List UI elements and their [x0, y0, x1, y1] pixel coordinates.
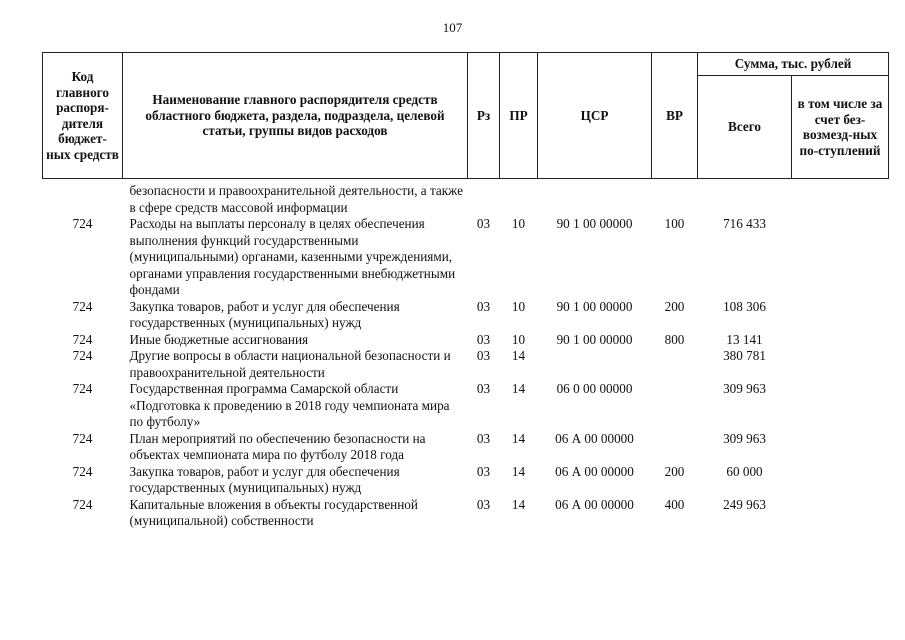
- cell-pr: 10: [511, 331, 526, 347]
- header-sum: Сумма, тыс. рублей: [698, 53, 889, 76]
- cell-vr: [652, 348, 698, 381]
- cell-code: 724: [72, 463, 93, 479]
- cell-code: 724: [72, 216, 93, 231]
- cell-name: Другие вопросы в области национальной безопасности и правоохранительной деятельности: [129, 348, 451, 380]
- cell-pr: 14: [511, 463, 526, 479]
- cell-total: 60 000: [726, 463, 763, 479]
- table-row: [43, 431, 889, 464]
- cell-gratuitous: [792, 497, 889, 530]
- cell-code: 724: [72, 381, 93, 396]
- cell-rz: 03: [476, 348, 491, 363]
- cell-vr: [652, 431, 698, 464]
- header-rz: Рз: [468, 53, 500, 179]
- cell-rz: 03: [476, 463, 491, 479]
- cell-pr: 10: [511, 216, 526, 231]
- cell-vr: 100: [664, 216, 685, 231]
- table-row: [43, 299, 889, 332]
- cell-code: 724: [72, 298, 93, 314]
- cell-name: безопасности и правоохранительной деятельности, а также в сфере средств массовой информации: [129, 183, 463, 215]
- cell-name: Иные бюджетные ассигнования: [129, 331, 309, 347]
- header-total: Всего: [698, 76, 792, 179]
- cell-vr: 200: [664, 463, 685, 479]
- cell-rz: 03: [476, 298, 491, 314]
- cell-code: 724: [72, 348, 93, 363]
- cell-csr: 06 А 00 00000: [555, 463, 634, 479]
- cell-csr: 90 1 00 00000: [556, 298, 633, 314]
- cell-gratuitous: [792, 299, 889, 332]
- cell-total: [698, 183, 792, 216]
- cell-pr: 10: [511, 298, 526, 314]
- cell-name: Расходы на выплаты персоналу в целях обеспечения выполнения функций государственными (муниципальными) органами, казенными учреждениями, органами управления государственными внебюджетными фондами: [129, 216, 456, 297]
- table-row: [43, 381, 889, 431]
- cell-rz: 03: [476, 331, 491, 347]
- cell-vr: 400: [664, 496, 685, 512]
- cell-total: 380 781: [723, 348, 766, 363]
- table-header: [43, 53, 889, 179]
- cell-vr: 800: [664, 331, 685, 347]
- table-row: [43, 497, 889, 530]
- cell-rz: 03: [476, 381, 491, 396]
- cell-csr: 06 А 00 00000: [555, 430, 634, 446]
- cell-total: 13 141: [726, 331, 763, 347]
- cell-name: План мероприятий по обеспечению безопасности на объектах чемпионата мира по футболу 2018 года: [129, 430, 426, 462]
- cell-code: 724: [72, 496, 93, 512]
- cell-pr: [500, 183, 538, 216]
- cell-rz: 03: [476, 496, 491, 512]
- cell-csr: 90 1 00 00000: [556, 331, 633, 347]
- cell-name: Закупка товаров, работ и услуг для обеспечения государственных (муниципальных) нужд: [129, 463, 400, 495]
- cell-total: 309 963: [723, 381, 766, 396]
- cell-vr: 200: [664, 298, 685, 314]
- cell-gratuitous: [792, 431, 889, 464]
- cell-code: 724: [72, 331, 93, 347]
- cell-total: 716 433: [723, 216, 766, 231]
- cell-vr: [652, 183, 698, 216]
- header-name: Наименование главного распорядителя средств областного бюджета, раздела, подраздела, целевой статьи, группы видов расходов: [123, 53, 468, 179]
- cell-csr: 06 0 00 00000: [556, 381, 633, 396]
- cell-pr: 14: [511, 496, 526, 512]
- cell-gratuitous: [792, 332, 889, 349]
- cell-gratuitous: [792, 348, 889, 381]
- cell-csr: 90 1 00 00000: [556, 216, 633, 231]
- cell-name: Государственная программа Самарской области «Подготовка к проведению в 2018 году чемпионата мира по футболу»: [129, 381, 450, 429]
- table-row: [43, 183, 889, 216]
- cell-gratuitous: [792, 381, 889, 431]
- cell-csr: 06 А 00 00000: [555, 496, 634, 512]
- cell-rz: 03: [476, 216, 491, 231]
- cell-csr: [538, 348, 652, 381]
- header-pr: ПР: [500, 53, 538, 179]
- table-row: [43, 332, 889, 349]
- cell-rz: [468, 183, 500, 216]
- cell-name: Закупка товаров, работ и услуг для обеспечения государственных (муниципальных) нужд: [129, 298, 400, 330]
- cell-pr: 14: [511, 348, 526, 363]
- cell-total: 249 963: [723, 496, 766, 512]
- cell-gratuitous: [792, 216, 889, 299]
- header-code: Код главного распоря-дителя бюджет-ных средств: [43, 53, 123, 179]
- cell-gratuitous: [792, 464, 889, 497]
- cell-pr: 14: [511, 430, 526, 446]
- header-csr: ЦСР: [538, 53, 652, 179]
- cell-total: 108 306: [723, 298, 766, 314]
- table-body: [43, 179, 889, 530]
- cell-rz: 03: [476, 430, 491, 446]
- header-vr: ВР: [652, 53, 698, 179]
- budget-table: [42, 52, 889, 530]
- cell-code: 724: [72, 430, 93, 446]
- cell-vr: [652, 381, 698, 431]
- page-number: 107: [442, 20, 463, 35]
- cell-gratuitous: [792, 183, 889, 216]
- table-row: [43, 464, 889, 497]
- cell-csr: [538, 183, 652, 216]
- header-gratuitous: в том числе за счет без-возмезд-ных по-ступлений: [792, 76, 889, 179]
- table-row: [43, 348, 889, 381]
- cell-code: [43, 183, 123, 216]
- cell-name: Капитальные вложения в объекты государственной (муниципальной) собственности: [129, 496, 418, 528]
- table-row: [43, 216, 889, 299]
- cell-pr: 14: [511, 381, 526, 396]
- cell-total: 309 963: [723, 430, 766, 446]
